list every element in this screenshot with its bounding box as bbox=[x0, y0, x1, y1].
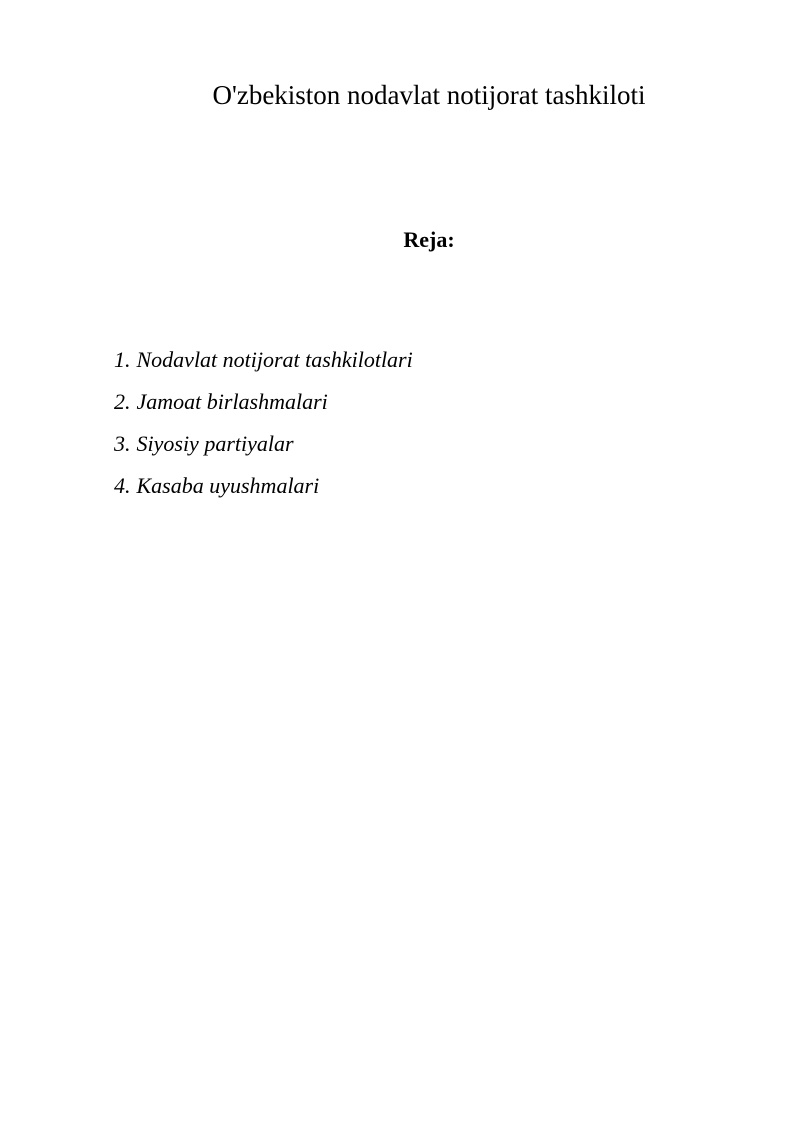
plan-item-text: Kasaba uyushmalari bbox=[136, 473, 320, 498]
plan-item bbox=[114, 388, 413, 430]
plan-list bbox=[114, 346, 413, 514]
plan-item-number: 4. bbox=[114, 473, 131, 498]
plan-item bbox=[114, 430, 413, 472]
plan-item-number: 2. bbox=[114, 389, 131, 414]
plan-item-text: Siyosiy partiyalar bbox=[136, 431, 294, 456]
plan-heading: Reja: bbox=[403, 227, 455, 252]
plan-item-text: Jamoat birlashmalari bbox=[136, 389, 328, 414]
plan-item-number: 3. bbox=[114, 431, 131, 456]
plan-item-number: 1. bbox=[114, 347, 131, 372]
plan-item bbox=[114, 472, 413, 514]
plan-item-text: Nodavlat notijorat tashkilotlari bbox=[136, 347, 413, 372]
document-title: O'zbekiston nodavlat notijorat tashkiloti bbox=[212, 80, 646, 110]
plan-item bbox=[114, 346, 413, 388]
